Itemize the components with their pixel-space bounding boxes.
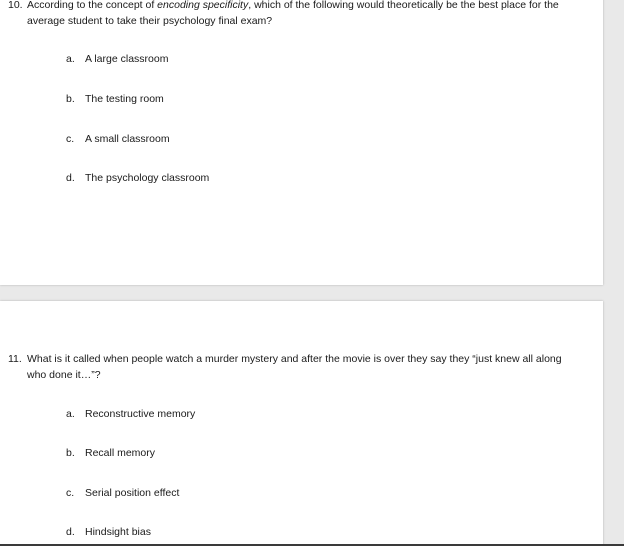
answer-option-a <box>66 52 168 66</box>
question-text <box>27 0 568 29</box>
option-letter: c. <box>66 487 75 499</box>
option-text: Hindsight bias <box>85 526 151 538</box>
question-number: 10. <box>8 0 23 11</box>
question-11 <box>8 351 568 383</box>
question-text-start: According to the concept of <box>27 0 158 11</box>
option-letter: b. <box>66 93 75 105</box>
option-text: Serial position effect <box>85 487 180 499</box>
option-text: Reconstructive memory <box>85 408 196 420</box>
answer-option-c <box>66 132 170 146</box>
option-letter: c. <box>66 133 75 145</box>
question-10 <box>8 0 568 29</box>
answer-option-b <box>66 446 155 460</box>
option-letter: a. <box>66 53 75 65</box>
answer-option-c <box>66 486 179 500</box>
option-text: The psychology classroom <box>85 172 210 184</box>
document-page <box>0 301 603 546</box>
option-text: A large classroom <box>85 53 169 65</box>
option-letter: b. <box>66 447 75 459</box>
question-text-end: , which of the following would theoretically be the best place for the average student to take their psychology final exam? <box>27 0 559 27</box>
answer-option-b <box>66 92 164 106</box>
answer-option-a <box>66 407 195 421</box>
option-text: Recall memory <box>85 447 156 459</box>
option-text: A small classroom <box>85 133 170 145</box>
answer-option-d <box>66 171 209 185</box>
option-letter: d. <box>66 526 75 538</box>
answer-option-d <box>66 525 151 539</box>
option-letter: d. <box>66 172 75 184</box>
option-letter: a. <box>66 408 75 420</box>
question-emphasis: encoding specificity <box>157 0 249 11</box>
question-number: 11. <box>8 353 22 365</box>
question-text: What is it called when people watch a murder mystery and after the movie is over they say they “just knew all along who done it…”? <box>27 353 562 381</box>
option-text: The testing room <box>85 93 164 105</box>
